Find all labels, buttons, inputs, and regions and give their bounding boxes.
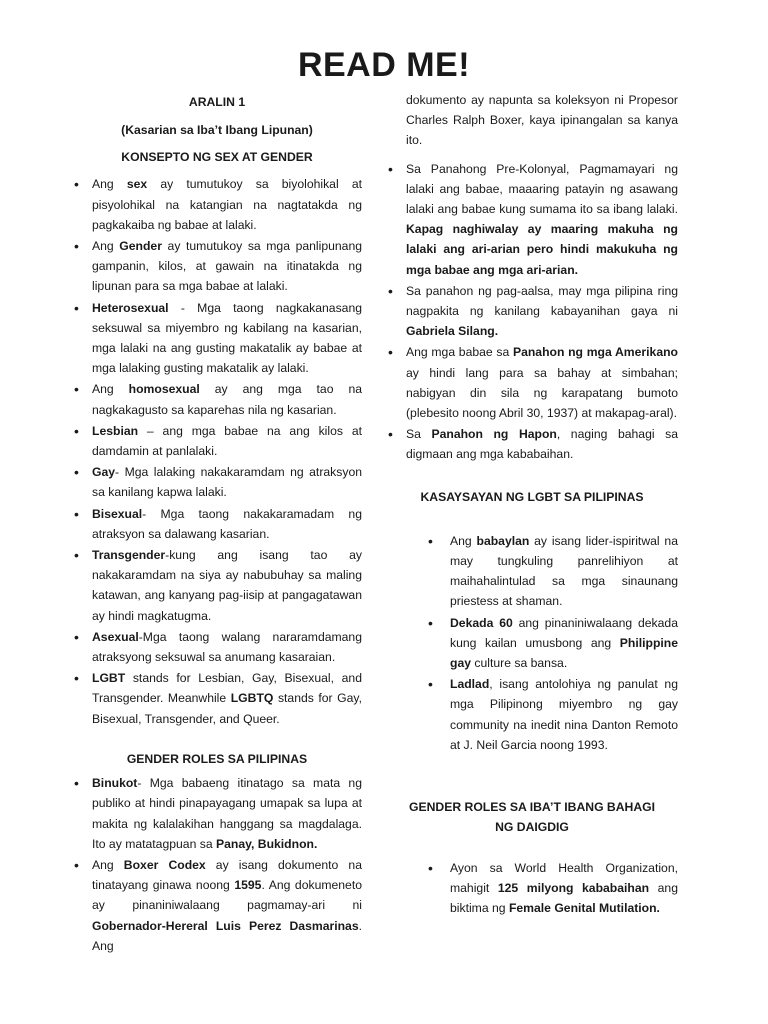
term-panay: Panay, Bukidnon. [216, 836, 318, 851]
babaylan-text-1: Ang [450, 533, 477, 548]
item-prefix: Ang [92, 382, 129, 397]
term-dasmarinas: Gobernador-Hereral Luis Perez Dasmarinas [92, 918, 359, 933]
item-definition: – ang mga babae na ang kilos at damdamin at panlalaki. [92, 423, 362, 459]
left-column [72, 92, 362, 957]
who-text-1: Ayon sa World Health Organization, mahigit [450, 860, 678, 895]
gender-roles-ph-list [72, 773, 362, 956]
item-term: Gay [92, 465, 116, 480]
term-boxer-codex: Boxer Codex [123, 857, 206, 872]
item-definition: -kung ang isang tao ay nakakaramdam na siya ay nabubuhay sa maling katawan, ang kanyang pag-iisip at pangagatawan ay hindi magkatugma. [92, 548, 362, 623]
list-item-binukot [72, 773, 362, 854]
item-term: homosexual [128, 382, 200, 397]
hapon-text-2: , naging bahagi sa digmaan ang mga kababaihan. [406, 427, 678, 462]
list-item [72, 174, 362, 235]
list-item [72, 504, 362, 544]
term-babaylan: babaylan [476, 533, 530, 548]
list-item [72, 421, 362, 461]
item-prefix: Ang [92, 239, 120, 254]
item-definition: - Mga taong nagkakanasang seksuwal sa miyembro ng kabilang na kasarian, mga lalaki na ang gusting makatalik ay babae at mga lalaking gusting makatalik ay lalaki. [92, 300, 362, 376]
right-column [386, 92, 678, 919]
item-definition: ay ang mga tao na nagkakagusto sa kaparehas nila ng kasarian. [92, 382, 363, 417]
hapon-text-1: Sa [406, 427, 432, 442]
list-item-amerikano [386, 342, 678, 423]
item-definition: -Mga taong walang nararamdamang atraksyong seksuwal sa anumang kasaraian. [92, 629, 362, 665]
lgbt-text-2: stands for Gay, Bisexual, Transgender, and Queer. [92, 691, 362, 726]
term-philippine-gay: Philippine gay [450, 635, 678, 671]
list-item-lgbt [72, 668, 362, 729]
lgbt-list [72, 668, 362, 729]
list-item-prekolonyal [386, 159, 678, 280]
page-title: READ ME! [297, 46, 471, 84]
dekada-text-1: ang pinaniniwalaang dekada kung kailan umusbong ang [450, 615, 678, 650]
list-item-pagaalsa [386, 281, 678, 342]
item-definition: ay tumutukoy sa mga panlipunang gampanin, kilos, at gawain na itinatakda ng lipunan para sa mga babae at lalaki. [92, 239, 362, 294]
item-term: Transgender [92, 548, 166, 563]
term-lgbtq: LGBTQ [230, 691, 274, 706]
lgbt-text-1: stands for Lesbian, Gay, Bisexual, and Transgender. Meanwhile [92, 671, 362, 706]
prekolonyal-text: Sa Panahong Pre-Kolonyal, Pagmamayari ng lalaki ang babae, maaaring patayin ng asawang lalaki ang babae kung sumama ito sa ibang lalaki. [406, 161, 678, 217]
dekada-text-2: culture sa bansa. [471, 656, 568, 671]
list-item-hapon [386, 424, 678, 464]
term-binukot: Binukot [92, 776, 138, 791]
term-ladlad: Ladlad [450, 677, 490, 692]
sex-gender-list [72, 174, 362, 667]
babaylan-text-2: ay isang lider-ispiritwal na may tungkuling panrelihiyon at maihahalintulad sa mga sinaunang priestess at shaman. [450, 533, 678, 609]
list-item-ladlad [386, 674, 678, 755]
list-item [72, 545, 362, 626]
term-125-milyon: 125 milyong kababaihan [497, 880, 650, 895]
amerikano-text-1: Ang mga babae sa [406, 345, 513, 360]
item-prefix: Ang [92, 177, 127, 192]
list-item-who [386, 858, 678, 919]
ladlad-text: , isang antolohiya ng panulat ng mga Pilipinong miyembro ng gay community na inedit nina Danton Remoto at J. Neil Garcia noong 1993. [450, 677, 678, 752]
world-list [386, 858, 678, 919]
list-item [72, 236, 362, 297]
list-item [72, 462, 362, 502]
item-term: Gender [119, 239, 162, 254]
item-term: sex [126, 177, 148, 192]
history-list [386, 159, 678, 465]
boxer-continuation: dokumento ay napunta sa koleksyon ni Propesor Charles Ralph Boxer, kaya ipinangalan sa kanya ito. [406, 93, 678, 148]
who-text-2: ang biktima ng [450, 880, 678, 915]
item-term: Bisexual [92, 506, 143, 521]
prekolonyal-bold: Kapag naghiwalay ay maaring makuha ng lalaki ang ari-arian pero hindi makukuha ng mga babae ang mga ari-arian. [406, 222, 678, 277]
term-gabriela: Gabriela Silang. [406, 324, 499, 339]
binukot-text: - Mga babaeng itinatago sa mata ng publiko at hindi pinapayagang umapak sa lupa at makita ng kalalakihan hanggang sa magdalaga. Ito ay matatagpuan sa [92, 776, 362, 851]
term-lgbt: LGBT [92, 671, 126, 686]
item-term: Asexual [92, 629, 139, 644]
item-definition: ay tumutukoy sa biyolohikal at pisyolohikal na katangian na nagtatakda ng pagkakaiba ng babae at lalaki. [92, 177, 362, 232]
lesson-subtitle: (Kasarian sa Iba’t Ibang Lipunan) [121, 123, 313, 137]
list-item [72, 298, 362, 379]
term-dekada-60: Dekada 60 [450, 615, 513, 630]
term-hapon: Panahon ng Hapon [431, 427, 557, 442]
list-item-boxer-codex [72, 855, 362, 956]
item-definition: - Mga taong nakakaramadam ng atraksyon sa dalawang kasarian. [92, 506, 362, 541]
lgbt-history-list [386, 531, 678, 755]
item-term: Lesbian [92, 423, 139, 438]
section-heading-world-gender-roles: GENDER ROLES SA IBA’T IBANG BAHAGI NG DAIGDIG [408, 800, 656, 835]
item-term: Heterosexual [92, 300, 169, 315]
boxer-text-2: ay isang dokumento na tinatayang ginawa noong [92, 857, 362, 893]
section-heading-sex-gender: KONSEPTO NG SEX AT GENDER [121, 150, 313, 165]
section-heading-lgbt-history: KASAYSAYAN NG LGBT SA PILIPINAS [420, 489, 644, 504]
list-item-dekada [386, 613, 678, 674]
boxer-text-1: Ang [92, 857, 124, 872]
amerikano-text-2: ay hindi lang para sa bahay at simbahan; nabigyan din sila ng karapatang bumoto (plebesito noong Abril 30, 1937) at makapag-aral). [406, 365, 678, 421]
list-item [72, 379, 362, 419]
pagaalsa-text: Sa panahon ng pag-aalsa, may mga pilipina ring nagpakita ng kanilang kabayanihan gaya ni [406, 283, 678, 319]
list-item-babaylan [386, 531, 678, 612]
term-amerikano: Panahon ng mga Amerikano [512, 345, 678, 360]
lesson-number: ARALIN 1 [188, 95, 246, 109]
item-definition: - Mga lalaking nakakaramdam ng atraksyon sa kanilang kapwa lalaki. [92, 465, 362, 500]
boxer-text-4: . Ang [92, 918, 362, 953]
boxer-text-3: . Ang dokumeneto ay pinaniniwalaang pagmamay-ari ni [92, 878, 362, 913]
term-fgm: Female Genital Mutilation. [508, 900, 660, 915]
term-1595: 1595 [234, 878, 262, 893]
section-heading-gender-roles-ph: GENDER ROLES SA PILIPINAS [126, 751, 308, 766]
list-item [72, 627, 362, 667]
